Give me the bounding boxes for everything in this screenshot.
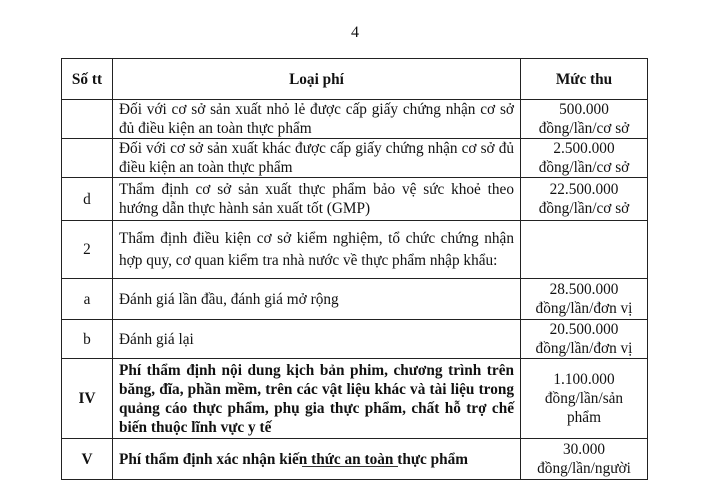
page-number: 4	[351, 24, 359, 41]
row-fee-amount: 30.000 đồng/lần/người	[521, 439, 648, 480]
row-fee-type: Phí thẩm định xác nhận kiến thức an toàn thực phẩm	[113, 439, 521, 480]
row-fee-type: Phí thẩm định nội dung kịch bản phim, chương trình trên băng, đĩa, phần mềm, trên các vật liệu khác và tài liệu trong quảng cáo thực phẩm, phụ gia thực phẩm, chất hỗ trợ chế biến thuộc lĩnh vực y tế	[113, 359, 521, 439]
bottom-divider	[302, 466, 398, 467]
row-fee-amount: 20.500.000 đồng/lần/đơn vị	[521, 320, 648, 359]
row-fee-amount: 22.500.000 đồng/lần/cơ sở	[521, 178, 648, 221]
row-stt	[62, 139, 113, 178]
row-fee-type: Đánh giá lần đầu, đánh giá mở rộng	[113, 279, 521, 320]
table-row	[62, 279, 648, 320]
table-row	[62, 178, 648, 221]
row-stt: V	[62, 439, 113, 480]
row-fee-amount: 2.500.000 đồng/lần/cơ sở	[521, 139, 648, 178]
table-row	[62, 439, 648, 480]
table-row	[62, 221, 648, 279]
row-fee-type: Thẩm định điều kiện cơ sở kiểm nghiệm, tổ chức chứng nhận hợp quy, cơ quan kiểm tra nhà nước về thực phẩm nhập khẩu:	[113, 221, 521, 279]
row-stt: 2	[62, 221, 113, 279]
row-fee-amount: 500.000 đồng/lần/cơ sở	[521, 100, 648, 139]
row-fee-amount: 28.500.000 đồng/lần/đơn vị	[521, 279, 648, 320]
table-row	[62, 139, 648, 178]
fee-table	[61, 58, 648, 480]
header-fee-amount: Mức thu	[521, 59, 648, 100]
row-fee-amount: 1.100.000 đồng/lần/sản phẩm	[521, 359, 648, 439]
row-stt: a	[62, 279, 113, 320]
header-fee-type: Loại phí	[113, 59, 521, 100]
row-stt	[62, 100, 113, 139]
row-fee-type: Đối với cơ sở sản xuất khác được cấp giấy chứng nhận cơ sở đủ điều kiện an toàn thực phẩm	[113, 139, 521, 178]
table-row	[62, 359, 648, 439]
row-stt: b	[62, 320, 113, 359]
row-fee-type: Đối với cơ sở sản xuất nhỏ lẻ được cấp giấy chứng nhận cơ sở đủ điều kiện an toàn thực phẩm	[113, 100, 521, 139]
row-fee-amount	[521, 221, 648, 279]
row-stt: d	[62, 178, 113, 221]
table-row	[62, 100, 648, 139]
header-stt: Số tt	[62, 59, 113, 100]
header-row	[62, 59, 648, 100]
row-fee-type: Thẩm định cơ sở sản xuất thực phẩm bảo vệ sức khoẻ theo hướng dẫn thực hành sản xuất tốt (GMP)	[113, 178, 521, 221]
row-stt: IV	[62, 359, 113, 439]
table-row	[62, 320, 648, 359]
row-fee-type: Đánh giá lại	[113, 320, 521, 359]
